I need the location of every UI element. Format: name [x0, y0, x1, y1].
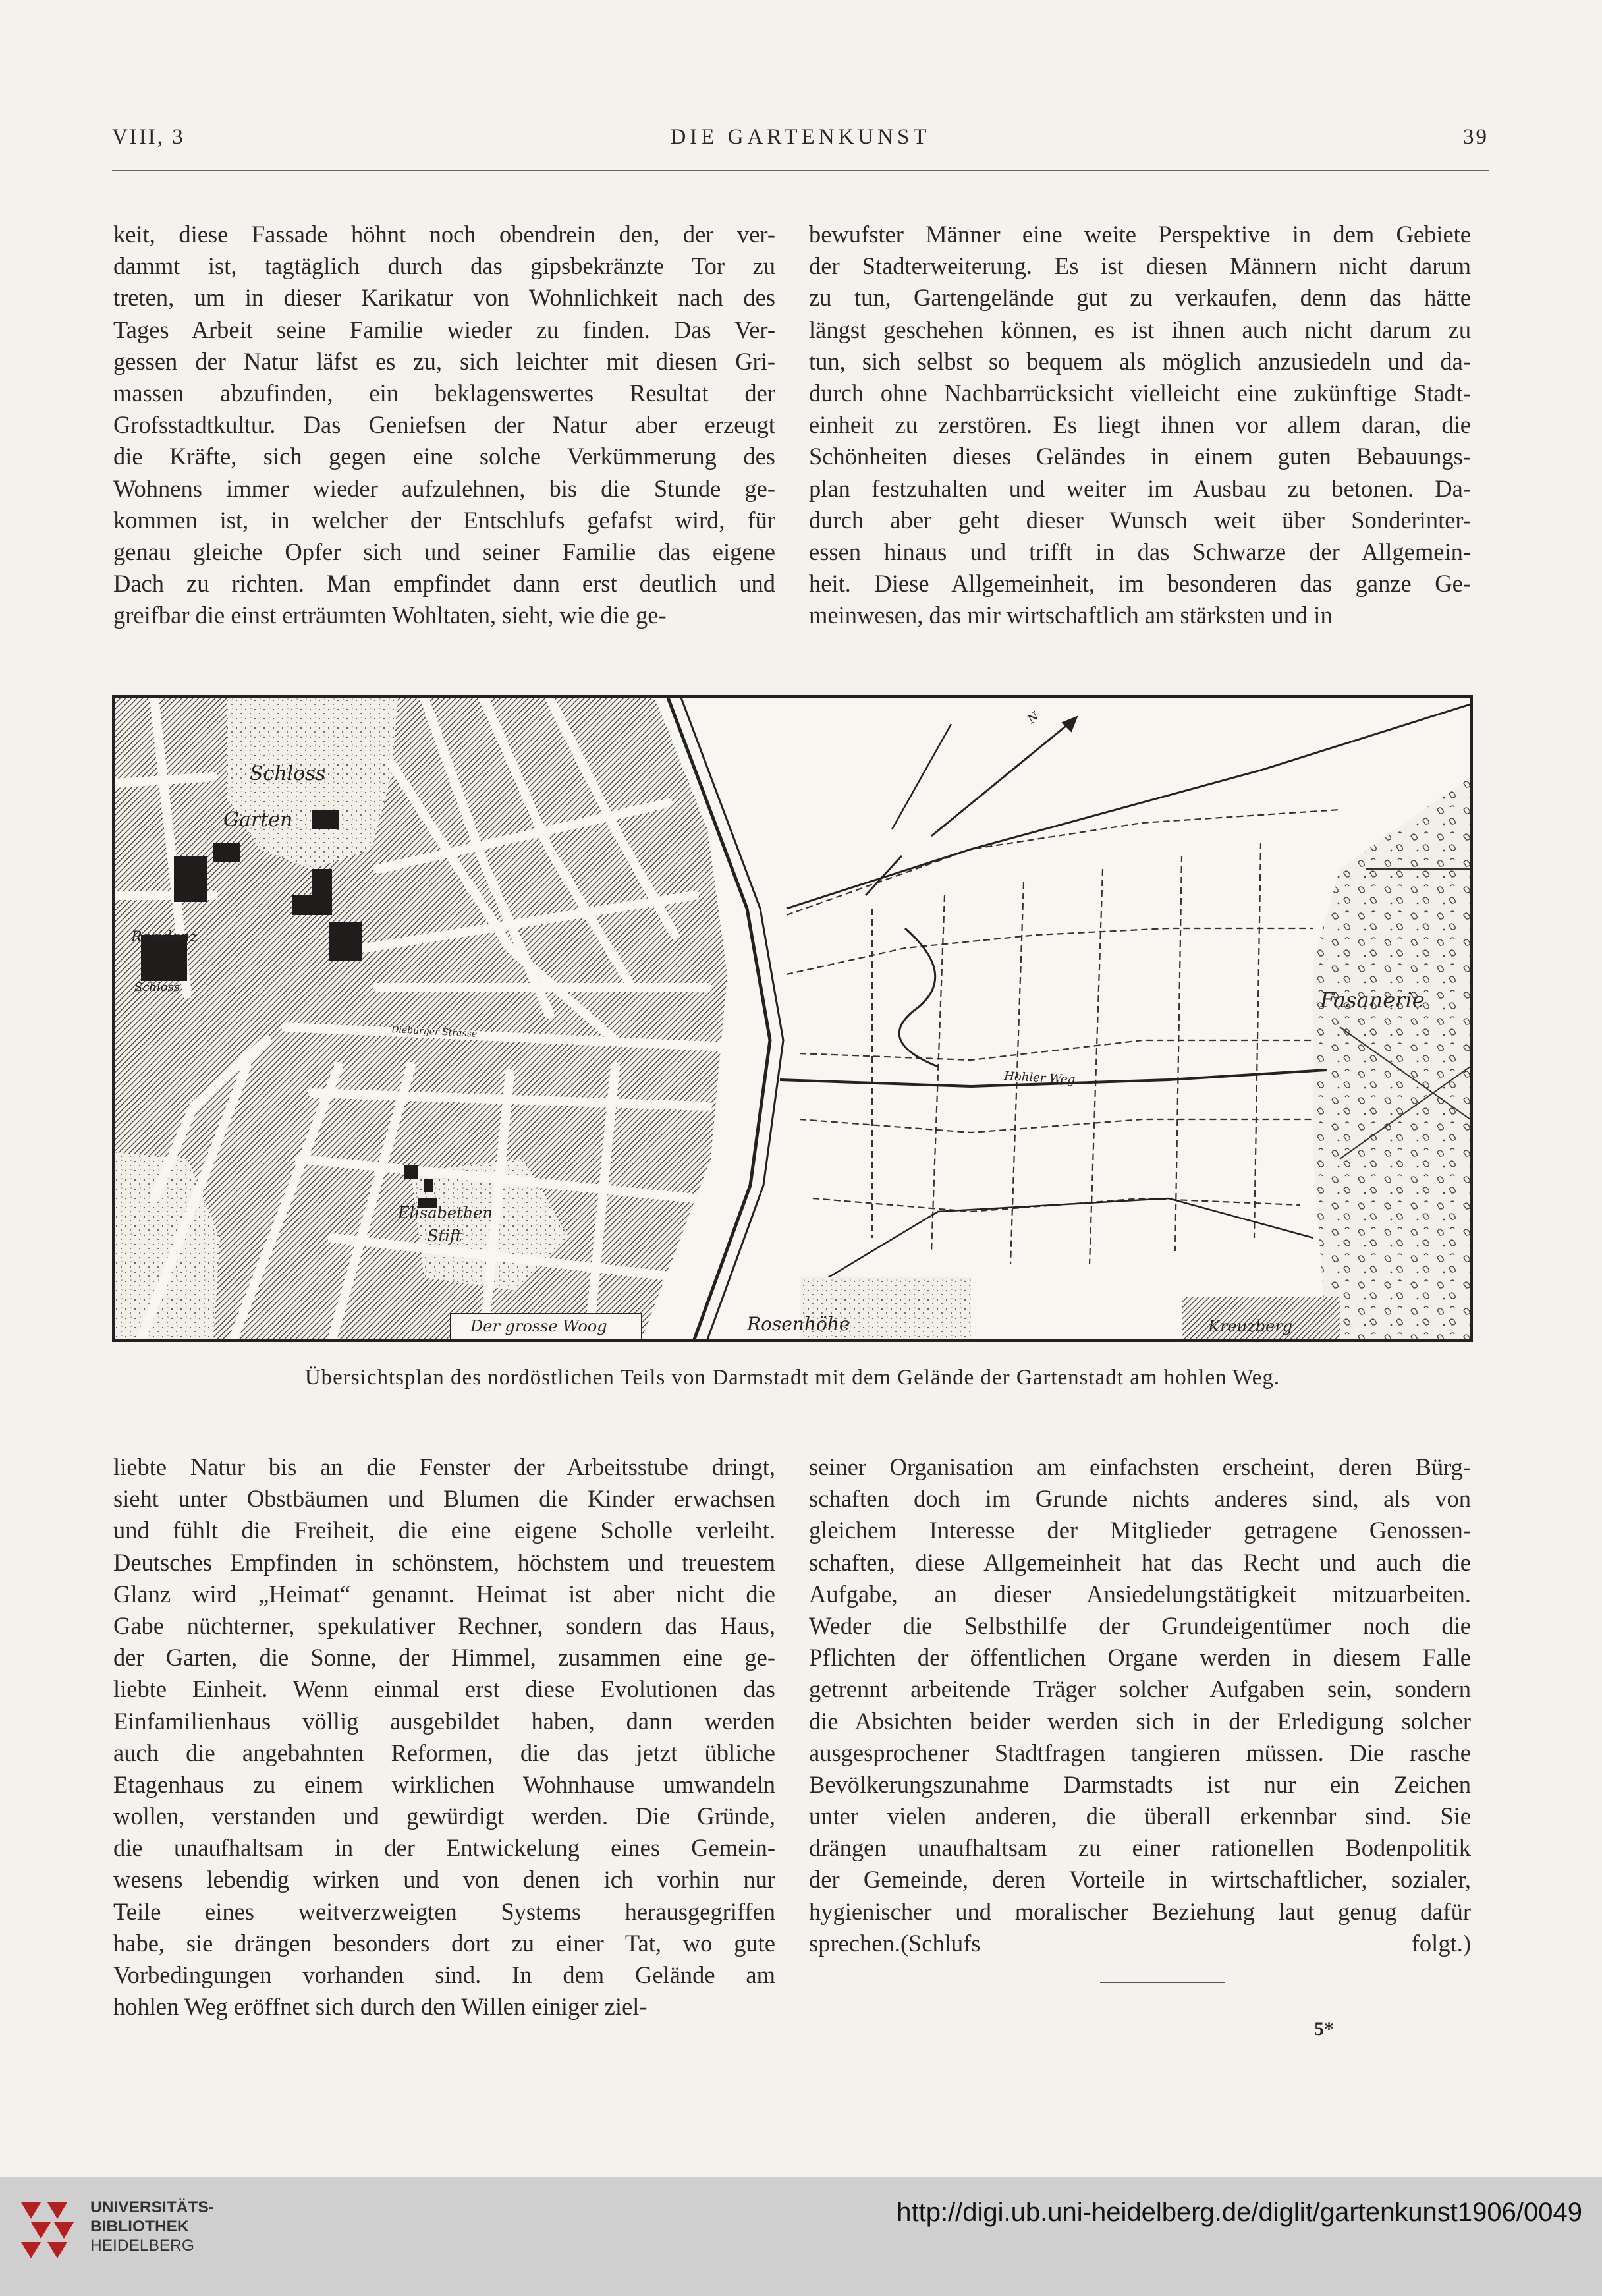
- page-number: 39: [1463, 125, 1489, 149]
- text-line: Tages Arbeit seine Familie wieder zu finden. Das Ver-: [113, 316, 775, 343]
- header-rule: [112, 170, 1489, 171]
- text-line: zu tun, Gartengelände gut zu verkaufen, denn das hätte: [809, 284, 1471, 312]
- column-top-right: [809, 219, 1471, 631]
- text-line: Grofsstadtkultur. Das Geniefsen der Natur aber erzeugt: [113, 411, 775, 439]
- library-logo-icon: [14, 2196, 80, 2268]
- text-line: getrennt arbeitende Träger solcher Aufgaben sein, sondern: [809, 1675, 1471, 1703]
- text-line: hohlen Weg eröffnet sich durch den Willen einiger ziel-: [113, 1993, 648, 2021]
- text-line: Deutsches Empfinden in schönstem, höchstem und treuestem: [113, 1548, 775, 1576]
- map-label-schloss: Schloss: [134, 980, 180, 994]
- text-line: einheit zu zerstören. Es liegt ihnen vor allem daran, die: [809, 411, 1471, 439]
- text-line: längst geschehen können, es ist ihnen auch nicht darum zu: [809, 316, 1471, 343]
- text-line: sieht unter Obstbäumen und Blumen die Kinder erwachsen: [113, 1485, 775, 1513]
- text-line: meinwesen, das mir wirtschaftlich am stärksten und in: [809, 602, 1333, 629]
- text-line: massen abzufinden, ein beklagenswertes Resultat der: [113, 379, 775, 406]
- text-line: heit. Diese Allgemeinheit, im besonderen das ganze Ge-: [809, 570, 1471, 598]
- text-line: Dach zu richten. Man empfindet dann erst deutlich und: [113, 570, 775, 598]
- text-line: tun, sich selbst so bequem als möglich anzusiedeln und da-: [809, 347, 1471, 375]
- column-bottom-right: [809, 1451, 1471, 1959]
- map-label-grosse-woog: Der grosse Woog: [470, 1317, 607, 1335]
- map-label-stift: Stift: [428, 1227, 462, 1245]
- text-line: Teile eines weitverzweigten Systems herausgegriffen: [113, 1897, 775, 1925]
- map-caption: Übersichtsplan des nordöstlichen Teils von Darmstadt mit dem Gelände der Gartenstadt am hohlen Weg.: [304, 1366, 1281, 1389]
- closing-text: sprechen.: [809, 1929, 900, 1957]
- city-plan-drawing: [115, 698, 1470, 1339]
- text-line: seiner Organisation am einfachsten erscheint, deren Bürg-: [809, 1453, 1471, 1480]
- text-line: der Stadterweiterung. Es ist diesen Männern nicht darum: [809, 252, 1471, 280]
- text-line: Gabe nüchterner, spekulativer Rechner, sondern das Haus,: [113, 1611, 775, 1639]
- digitization-footer: [0, 2177, 1602, 2296]
- journal-title: DIE GARTENKUNST: [670, 125, 931, 149]
- text-line: gleichem Interesse der Mitglieder getragene Genossen-: [809, 1517, 1471, 1544]
- library-name-line3: HEIDELBERG: [90, 2237, 194, 2254]
- text-line: bewufster Männer eine weite Perspektive in dem Gebiete: [809, 221, 1471, 248]
- printer-signature: 5*: [1314, 2018, 1334, 2040]
- text-line: kommen ist, in welcher der Entschlufs gefafst wird, für: [113, 506, 775, 534]
- end-rule: [1100, 1982, 1225, 1983]
- text-line: die unaufhaltsam in der Entwickelung eines Gemein-: [113, 1834, 775, 1862]
- text-line: essen hinaus und trifft in das Schwarze der Allgemein-: [809, 538, 1471, 565]
- map-label-rosenhoehe: Rosenhöhe: [747, 1313, 850, 1335]
- map-label-garten: Garten: [223, 808, 293, 831]
- volume-number: VIII, 3: [112, 125, 185, 149]
- text-line: durch aber geht dieser Wunsch weit über Sonderinter-: [809, 506, 1471, 534]
- text-line: und fühlt die Freiheit, die eine eigene Scholle verleiht.: [113, 1517, 775, 1544]
- text-line: auch die angebahnten Reformen, die das jetzt übliche: [113, 1739, 775, 1766]
- text-line: liebte Einheit. Wenn einmal erst diese Evolutionen das: [113, 1675, 775, 1703]
- source-url-link[interactable]: http://digi.ub.uni-heidelberg.de/diglit/gartenkunst1906/0049: [897, 2198, 1582, 2227]
- text-line: habe, sie drängen besonders dort zu einer Tat, wo gute: [113, 1929, 775, 1957]
- map-label-fasanerie: Fasanerie: [1320, 988, 1425, 1013]
- column-bottom-left: [113, 1451, 775, 2023]
- text-line: Weder die Selbsthilfe der Grundeigentümer noch die: [809, 1611, 1471, 1639]
- text-line: drängen unaufhaltsam zu einer rationellen Bodenpolitik: [809, 1834, 1471, 1862]
- map-label-residenz: Residenz: [131, 929, 198, 945]
- text-line: unter vielen anderen, die überall erkennbar sind. Sie: [809, 1803, 1471, 1830]
- map-label-schloss-garten: Schloss: [250, 762, 326, 785]
- text-line: Schönheiten dieses Geländes in einem guten Bebauungs-: [809, 443, 1471, 470]
- text-line: Etagenhaus zu einem wirklichen Wohnhause umwandeln: [113, 1770, 775, 1798]
- column-top-left: [113, 219, 775, 631]
- running-head: [112, 125, 1489, 158]
- text-line: Einfamilienhaus völlig ausgebildet haben, dann werden: [113, 1707, 775, 1735]
- map-label-dieburger-strasse: Dieburger Strasse: [391, 1024, 478, 1040]
- text-line: genau gleiche Opfer sich und seiner Familie das eigene: [113, 538, 775, 565]
- library-name-line1: UNIVERSITÄTS-: [90, 2198, 214, 2216]
- text-line: wollen, verstanden und gewürdigt werden. Die Gründe,: [113, 1803, 775, 1830]
- text-line: der Garten, die Sonne, der Himmel, zusammen eine ge-: [113, 1644, 775, 1671]
- text-line: Aufgabe, an dieser Ansiedelungstätigkeit mitzuarbeiten.: [809, 1580, 1471, 1608]
- text-line: Pflichten der öffentlichen Organe werden in diesem Falle: [809, 1644, 1471, 1671]
- continuation-note: (Schlufs folgt.): [900, 1929, 1471, 1957]
- text-line: die Absichten beider werden sich in der Erledigung solcher: [809, 1707, 1471, 1735]
- text-line: treten, um in dieser Karikatur von Wohnlichkeit nach des: [113, 284, 775, 312]
- text-line: ausgesprochener Stadtfragen tangieren müssen. Die rasche: [809, 1739, 1471, 1766]
- closing-line: [809, 1928, 1471, 1959]
- text-line: Bevölkerungszunahme Darmstadts ist nur ein Zeichen: [809, 1770, 1471, 1798]
- map-label-elisabethen-stift: Elisabethen: [398, 1204, 493, 1222]
- text-line: dammt ist, tagtäglich durch das gipsbekränzte Tor zu: [113, 252, 775, 280]
- text-line: durch ohne Nachbarrücksicht vielleicht eine zukünftige Stadt-: [809, 379, 1471, 406]
- library-name-line2: BIBLIOTHEK: [90, 2218, 189, 2235]
- text-line: liebte Natur bis an die Fenster der Arbeitsstube dringt,: [113, 1453, 775, 1480]
- map-label-kreuzberg: Kreuzberg: [1208, 1317, 1293, 1335]
- map-label-north: N: [1025, 709, 1042, 727]
- text-line: Wohnens immer wieder aufzulehnen, bis die Stunde ge-: [113, 474, 775, 502]
- text-line: Vorbedingungen vorhanden sind. In dem Gelände am: [113, 1961, 775, 1988]
- text-line: wesens lebendig wirken und von denen ich vorhin nur: [113, 1866, 775, 1893]
- text-line: greifbar die einst erträumten Wohltaten, sieht, wie die ge-: [113, 602, 667, 629]
- city-plan-map: [112, 695, 1473, 1342]
- text-line: plan festzuhalten und weiter im Ausbau zu betonen. Da-: [809, 474, 1471, 502]
- text-line: die Kräfte, sich gegen eine solche Verkümmerung des: [113, 443, 775, 470]
- map-label-hohler-weg: Hohler Weg: [1003, 1069, 1076, 1087]
- text-line: schaften, diese Allgemeinheit hat das Recht und auch die: [809, 1548, 1471, 1576]
- library-name: [90, 2198, 214, 2255]
- text-line: Glanz wird „Heimat“ genannt. Heimat ist aber nicht die: [113, 1580, 775, 1608]
- text-line: hygienischer und moralischer Beziehung laut genug dafür: [809, 1897, 1471, 1925]
- text-line: der Gemeinde, deren Vorteile in wirtschaftlicher, sozialer,: [809, 1866, 1471, 1893]
- text-line: schaften doch im Grunde nichts anderes sind, als von: [809, 1485, 1471, 1513]
- text-line: gessen der Natur läfst es zu, sich leichter mit diesen Gri-: [113, 347, 775, 375]
- text-line: keit, diese Fassade höhnt noch obendrein den, der ver-: [113, 221, 775, 248]
